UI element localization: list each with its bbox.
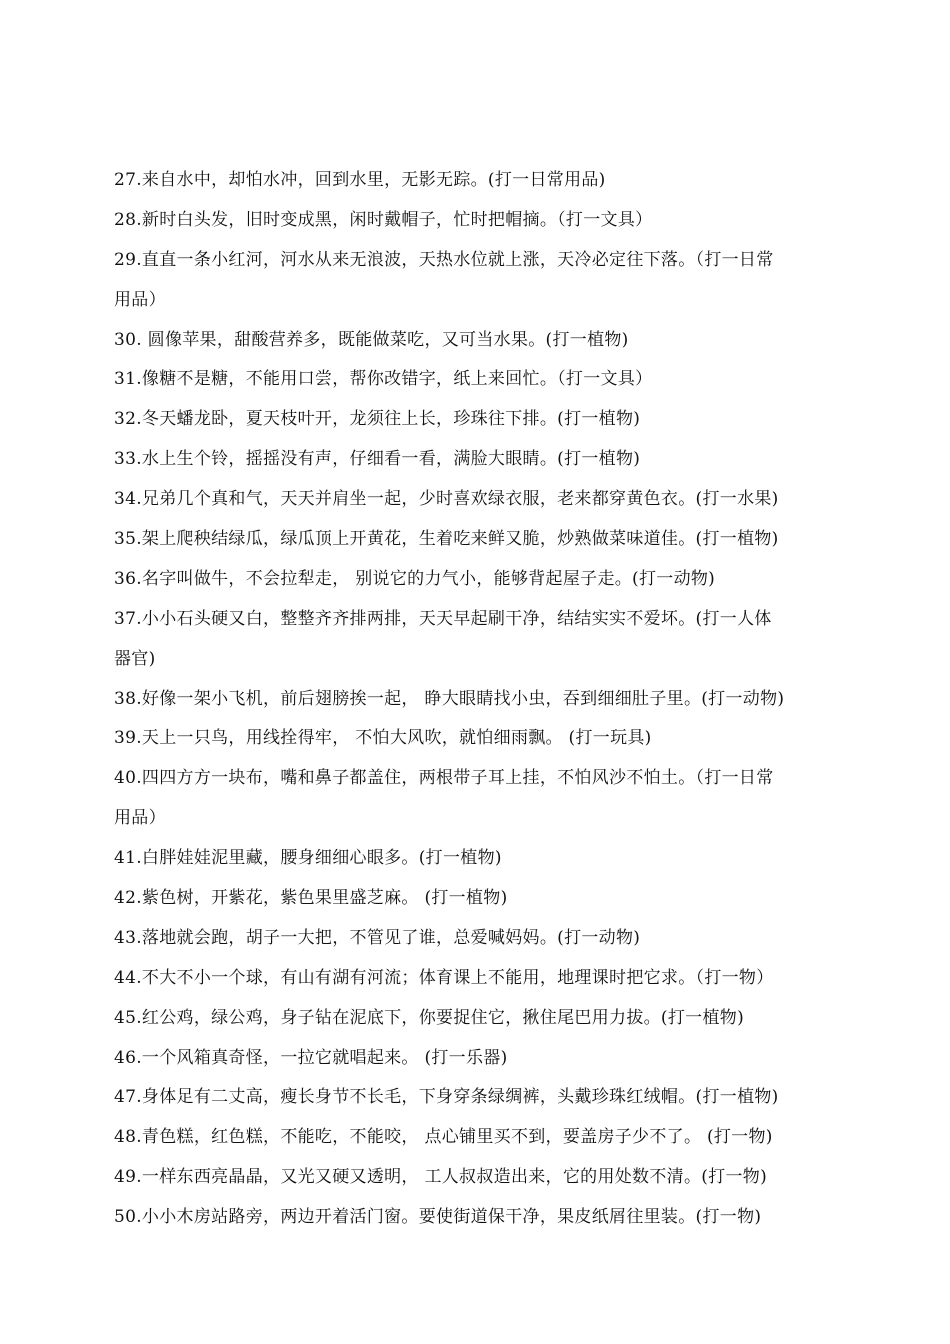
riddle-27-line: 27.来自水中，却怕水冲，回到水里，无影无踪。(打一日常用品) — [114, 170, 606, 190]
riddle-46-line: 46.一个风箱真奇怪，一拉它就唱起来。 (打一乐器) — [114, 1047, 508, 1068]
riddle-41-line: 41.白胖娃娃泥里藏，腰身细细心眼多。(打一植物) — [114, 848, 502, 869]
riddle-39-line: 39.天上一只鸟，用线拴得牢， 不怕大风吹，就怕细雨飘。 (打一玩具) — [114, 728, 652, 749]
riddle-42-line: 42.紫色树，开紫花，紫色果里盛芝麻。 (打一植物) — [114, 888, 508, 909]
riddle-29-line-1: 29.直直一条小红河，河水从来无浪波，天热水位就上涨，天冷必定往下落。（打一日常 — [114, 249, 774, 270]
riddle-47-line: 47.身体足有二丈高，瘦长身节不长毛，下身穿条绿绸裤，头戴珍珠红绒帽。(打一植物) — [114, 1087, 779, 1108]
riddle-49-line: 49.一样东西亮晶晶，又光又硬又透明， 工人叔叔造出来，它的用处数不清。(打一物) — [114, 1167, 768, 1188]
riddle-48-line: 48.青色糕，红色糕，不能吃，不能咬， 点心铺里买不到，要盖房子少不了。 (打一物) — [114, 1127, 773, 1148]
riddle-32-line: 32.冬天蟠龙卧，夏天枝叶开，龙须往上长，珍珠往下排。(打一植物) — [114, 409, 641, 430]
riddle-36-line: 36.名字叫做牛，不会拉犁走， 别说它的力气小，能够背起屋子走。(打一动物) — [114, 568, 716, 589]
riddle-31-line: 31.像糖不是糖，不能用口尝，帮你改错字，纸上来回忙。（打一文具） — [114, 369, 653, 390]
riddle-35-line: 35.架上爬秧结绿瓜，绿瓜顶上开黄花，生着吃来鲜又脆，炒熟做菜味道佳。(打一植物) — [114, 529, 779, 550]
riddle-30-line: 30. 圆像苹果，甜酸营养多，既能做菜吃，又可当水果。(打一植物) — [114, 329, 629, 350]
riddle-40-line-2: 用品） — [114, 808, 166, 829]
riddle-45-line: 45.红公鸡，绿公鸡，身子钻在泥底下，你要捉住它，揪住尾巴用力拔。(打一植物) — [114, 1007, 744, 1028]
riddle-40-line-1: 40.四四方方一块布，嘴和鼻子都盖住，两根带子耳上挂，不怕风沙不怕土。（打一日常 — [114, 768, 774, 789]
riddle-43-line: 43.落地就会跑，胡子一大把，不管见了谁，总爱喊妈妈。(打一动物) — [114, 927, 641, 948]
riddle-38-line: 38.好像一架小飞机，前后翅膀挨一起， 睁大眼睛找小虫，吞到细细肚子里。(打一动物) — [114, 688, 785, 709]
riddle-29-line-2: 用品） — [114, 289, 166, 310]
riddle-28-line: 28.新时白头发，旧时变成黑，闲时戴帽子，忙时把帽摘。（打一文具） — [114, 209, 653, 230]
riddle-33-line: 33.水上生个铃，摇摇没有声，仔细看一看，满脸大眼睛。(打一植物) — [114, 449, 641, 470]
riddle-list — [114, 161, 844, 1238]
riddle-34-line: 34.兄弟几个真和气，天天并肩坐一起，少时喜欢绿衣服，老来都穿黄色衣。(打一水果) — [114, 489, 779, 510]
riddle-44-line: 44.不大不小一个球，有山有湖有河流；体育课上不能用，地理课时把它求。（打一物） — [114, 967, 774, 988]
riddle-37-line-1: 37.小小石头硬又白，整整齐齐排两排，天天早起刷干净，结结实实不爱坏。(打一人体 — [114, 608, 772, 629]
riddle-37-line-2: 器官) — [114, 648, 156, 669]
riddle-50-line: 50.小小木房站路旁，两边开着活门窗。要使街道保干净，果皮纸屑往里装。(打一物) — [114, 1207, 762, 1228]
